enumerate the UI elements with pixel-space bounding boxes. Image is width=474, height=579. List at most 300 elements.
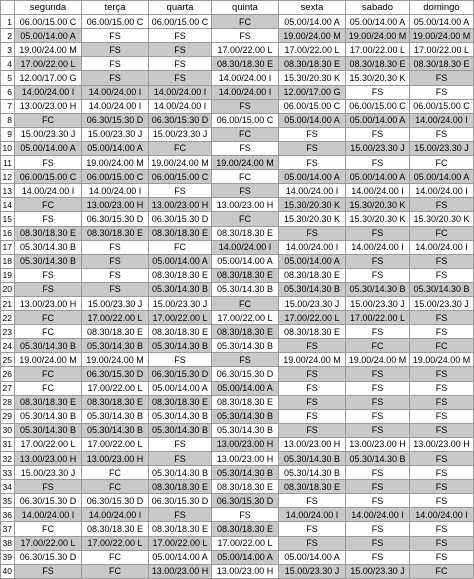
- schedule-cell[interactable]: 05.00/14.00 A: [149, 550, 212, 564]
- schedule-cell[interactable]: 15.00/23.30 J: [279, 564, 346, 578]
- schedule-cell[interactable]: 06.30/15.30 D: [15, 494, 82, 508]
- schedule-cell[interactable]: 15.00/23.30 J: [346, 296, 410, 310]
- schedule-cell[interactable]: 06.30/15.30 D: [149, 212, 212, 226]
- schedule-cell[interactable]: FC: [15, 311, 82, 325]
- schedule-cell[interactable]: FS: [279, 536, 346, 550]
- schedule-cell[interactable]: FS: [410, 409, 474, 423]
- schedule-cell[interactable]: 14.00/24.00 I: [15, 85, 82, 99]
- schedule-cell[interactable]: FC: [149, 240, 212, 254]
- schedule-cell[interactable]: 08.30/18.30 E: [212, 57, 279, 71]
- schedule-cell[interactable]: 14.00/24.00 I: [149, 85, 212, 99]
- schedule-cell[interactable]: FC: [410, 339, 474, 353]
- schedule-cell[interactable]: 14.00/24.00 I: [346, 240, 410, 254]
- schedule-cell[interactable]: 15.00/23.30 J: [82, 296, 149, 310]
- schedule-cell[interactable]: 15.30/20.30 K: [279, 71, 346, 85]
- schedule-cell[interactable]: 14.00/24.00 I: [410, 184, 474, 198]
- schedule-cell[interactable]: 19.00/24.00 M: [279, 353, 346, 367]
- schedule-cell[interactable]: FC: [82, 564, 149, 578]
- schedule-cell[interactable]: 17.00/22.00 L: [279, 311, 346, 325]
- schedule-cell[interactable]: 05.30/14.30 B: [212, 423, 279, 437]
- schedule-cell[interactable]: 06.30/15.30 D: [15, 550, 82, 564]
- schedule-cell[interactable]: 08.30/18.30 E: [149, 268, 212, 282]
- schedule-cell[interactable]: FS: [149, 452, 212, 466]
- schedule-cell[interactable]: 14.00/24.00 I: [279, 240, 346, 254]
- schedule-cell[interactable]: 15.00/23.30 J: [279, 296, 346, 310]
- schedule-cell[interactable]: FS: [279, 494, 346, 508]
- schedule-cell[interactable]: 05.30/14.30 B: [279, 282, 346, 296]
- schedule-cell[interactable]: 08.30/18.30 E: [82, 226, 149, 240]
- schedule-cell[interactable]: 05.00/14.00 A: [15, 141, 82, 155]
- schedule-cell[interactable]: FS: [346, 381, 410, 395]
- schedule-cell[interactable]: 19.00/24.00 M: [212, 156, 279, 170]
- schedule-cell[interactable]: 08.30/18.30 E: [279, 480, 346, 494]
- column-header-terca[interactable]: terça: [82, 1, 149, 15]
- schedule-cell[interactable]: 06.00/15.00 C: [279, 99, 346, 113]
- schedule-cell[interactable]: 19.00/24.00 M: [149, 156, 212, 170]
- schedule-cell[interactable]: FS: [15, 564, 82, 578]
- schedule-cell[interactable]: 17.00/22.00 L: [410, 43, 474, 57]
- schedule-cell[interactable]: FS: [410, 381, 474, 395]
- schedule-cell[interactable]: FS: [149, 508, 212, 522]
- schedule-cell[interactable]: FS: [212, 508, 279, 522]
- schedule-cell[interactable]: FS: [279, 395, 346, 409]
- schedule-cell[interactable]: 06.30/15.30 D: [212, 367, 279, 381]
- schedule-cell[interactable]: FC: [15, 522, 82, 536]
- schedule-cell[interactable]: 14.00/24.00 I: [346, 184, 410, 198]
- schedule-cell[interactable]: 05.00/14.00 A: [149, 254, 212, 268]
- schedule-cell[interactable]: FC: [410, 564, 474, 578]
- schedule-cell[interactable]: 06.00/15.00 C: [149, 170, 212, 184]
- schedule-cell[interactable]: 17.00/22.00 L: [82, 536, 149, 550]
- schedule-cell[interactable]: 15.00/23.30 J: [346, 564, 410, 578]
- schedule-cell[interactable]: 06.00/15.00 C: [15, 170, 82, 184]
- schedule-cell[interactable]: FS: [346, 423, 410, 437]
- schedule-cell[interactable]: FC: [15, 381, 82, 395]
- table-row: [1, 15, 474, 29]
- table-row: [1, 437, 474, 451]
- schedule-cell[interactable]: FS: [410, 423, 474, 437]
- schedule-cell[interactable]: FS: [82, 57, 149, 71]
- schedule-cell[interactable]: 08.30/18.30 E: [279, 57, 346, 71]
- schedule-cell[interactable]: 15.00/23.30 J: [410, 296, 474, 310]
- schedule-cell[interactable]: 05.30/14.30 B: [279, 452, 346, 466]
- table-row: [1, 71, 474, 85]
- schedule-cell[interactable]: FS: [15, 282, 82, 296]
- schedule-cell[interactable]: FC: [212, 296, 279, 310]
- schedule-cell[interactable]: 08.30/18.30 E: [82, 522, 149, 536]
- schedule-cell[interactable]: 05.00/14.00 A: [212, 550, 279, 564]
- schedule-cell[interactable]: 19.00/24.00 M: [346, 29, 410, 43]
- schedule-cell[interactable]: 14.00/24.00 I: [346, 508, 410, 522]
- schedule-cell[interactable]: FS: [410, 550, 474, 564]
- table-row: [1, 170, 474, 184]
- column-header-quarta[interactable]: quarta: [149, 1, 212, 15]
- schedule-cell[interactable]: 17.00/22.00 L: [346, 43, 410, 57]
- schedule-cell[interactable]: 08.30/18.30 E: [15, 226, 82, 240]
- schedule-cell[interactable]: FS: [82, 71, 149, 85]
- schedule-cell[interactable]: FS: [346, 85, 410, 99]
- schedule-cell[interactable]: FS: [410, 522, 474, 536]
- column-header-segunda[interactable]: segunda: [15, 1, 82, 15]
- schedule-cell[interactable]: 14.00/24.00 I: [410, 508, 474, 522]
- schedule-cell[interactable]: FS: [149, 437, 212, 451]
- schedule-cell[interactable]: FS: [212, 29, 279, 43]
- schedule-cell[interactable]: 12.00/17.00 G: [279, 85, 346, 99]
- schedule-cell[interactable]: FS: [149, 184, 212, 198]
- schedule-cell[interactable]: FS: [410, 452, 474, 466]
- schedule-cell[interactable]: 08.30/18.30 E: [212, 522, 279, 536]
- schedule-cell[interactable]: 14.00/24.00 I: [279, 184, 346, 198]
- schedule-cell[interactable]: FC: [410, 156, 474, 170]
- schedule-cell[interactable]: 06.00/15.00 C: [149, 15, 212, 29]
- schedule-cell[interactable]: 13.00/23.00 H: [15, 452, 82, 466]
- schedule-cell[interactable]: 05.30/14.30 B: [15, 409, 82, 423]
- schedule-cell[interactable]: 15.00/23.30 J: [15, 127, 82, 141]
- schedule-cell[interactable]: 06.00/15.00 C: [346, 99, 410, 113]
- schedule-cell[interactable]: 13.00/23.00 H: [212, 198, 279, 212]
- schedule-cell[interactable]: 13.00/23.00 H: [15, 99, 82, 113]
- schedule-cell[interactable]: FS: [15, 212, 82, 226]
- schedule-cell[interactable]: FS: [410, 325, 474, 339]
- schedule-cell[interactable]: 08.30/18.30 E: [212, 480, 279, 494]
- schedule-cell[interactable]: 08.30/18.30 E: [149, 480, 212, 494]
- schedule-cell[interactable]: FS: [82, 268, 149, 282]
- schedule-cell[interactable]: 15.00/23.30 J: [346, 141, 410, 155]
- schedule-cell[interactable]: FS: [82, 254, 149, 268]
- schedule-cell[interactable]: FC: [15, 367, 82, 381]
- schedule-cell[interactable]: 05.00/14.00 A: [212, 381, 279, 395]
- table-row: [1, 353, 474, 367]
- schedule-cell[interactable]: 08.30/18.30 E: [346, 57, 410, 71]
- schedule-cell[interactable]: 05.30/14.30 B: [346, 282, 410, 296]
- schedule-cell[interactable]: 17.00/22.00 L: [15, 57, 82, 71]
- schedule-cell[interactable]: FS: [149, 71, 212, 85]
- schedule-cell[interactable]: FS: [15, 268, 82, 282]
- schedule-cell[interactable]: FS: [346, 254, 410, 268]
- schedule-cell[interactable]: FS: [212, 141, 279, 155]
- schedule-cell[interactable]: FS: [279, 156, 346, 170]
- column-header-sabado[interactable]: sabado: [346, 1, 410, 15]
- schedule-cell[interactable]: FS: [410, 367, 474, 381]
- schedule-cell[interactable]: 05.30/14.30 B: [15, 423, 82, 437]
- schedule-cell[interactable]: 17.00/22.00 L: [82, 437, 149, 451]
- schedule-cell[interactable]: 05.30/14.30 B: [212, 282, 279, 296]
- schedule-cell[interactable]: FS: [279, 141, 346, 155]
- schedule-cell[interactable]: FS: [346, 550, 410, 564]
- schedule-cell[interactable]: 13.00/23.00 H: [82, 452, 149, 466]
- schedule-cell[interactable]: 17.00/22.00 L: [149, 311, 212, 325]
- schedule-cell[interactable]: 14.00/24.00 I: [410, 240, 474, 254]
- schedule-cell[interactable]: FS: [149, 43, 212, 57]
- schedule-cell[interactable]: 13.00/23.00 H: [15, 296, 82, 310]
- schedule-cell[interactable]: 08.30/18.30 E: [410, 57, 474, 71]
- schedule-cell[interactable]: 17.00/22.00 L: [82, 381, 149, 395]
- schedule-cell[interactable]: 19.00/24.00 M: [410, 29, 474, 43]
- schedule-cell[interactable]: FS: [410, 536, 474, 550]
- schedule-cell[interactable]: 05.00/14.00 A: [346, 113, 410, 127]
- schedule-cell[interactable]: FS: [149, 29, 212, 43]
- schedule-cell[interactable]: 17.00/22.00 L: [212, 311, 279, 325]
- schedule-cell[interactable]: FC: [346, 339, 410, 353]
- schedule-cell[interactable]: 06.30/15.30 D: [149, 367, 212, 381]
- schedule-cell[interactable]: 15.30/20.30 K: [279, 212, 346, 226]
- schedule-cell[interactable]: 14.00/24.00 I: [149, 99, 212, 113]
- column-header-sexta[interactable]: sexta: [279, 1, 346, 15]
- schedule-cell[interactable]: 05.30/14.30 B: [15, 339, 82, 353]
- schedule-cell[interactable]: 19.00/24.00 M: [346, 353, 410, 367]
- schedule-cell[interactable]: FS: [410, 395, 474, 409]
- schedule-cell[interactable]: 05.30/14.30 B: [149, 423, 212, 437]
- schedule-cell[interactable]: 14.00/24.00 I: [82, 184, 149, 198]
- schedule-cell[interactable]: 17.00/22.00 L: [212, 536, 279, 550]
- schedule-cell[interactable]: 05.30/14.30 B: [82, 423, 149, 437]
- schedule-cell[interactable]: 17.00/22.00 L: [279, 43, 346, 57]
- schedule-cell[interactable]: 05.30/14.30 B: [212, 466, 279, 480]
- schedule-cell[interactable]: 13.00/23.00 H: [212, 437, 279, 451]
- schedule-cell[interactable]: 05.30/14.30 B: [149, 339, 212, 353]
- schedule-cell[interactable]: 05.00/14.00 A: [279, 550, 346, 564]
- schedule-cell[interactable]: 14.00/24.00 I: [82, 508, 149, 522]
- schedule-cell[interactable]: 19.00/24.00 M: [15, 353, 82, 367]
- schedule-cell[interactable]: 05.00/14.00 A: [149, 381, 212, 395]
- schedule-cell[interactable]: FS: [410, 71, 474, 85]
- schedule-cell[interactable]: 05.30/14.30 B: [82, 339, 149, 353]
- schedule-cell[interactable]: 14.00/24.00 I: [279, 508, 346, 522]
- schedule-cell[interactable]: FS: [410, 311, 474, 325]
- schedule-cell[interactable]: 05.00/14.00 A: [346, 15, 410, 29]
- row-number: 1: [1, 15, 15, 29]
- schedule-cell[interactable]: 08.30/18.30 E: [212, 268, 279, 282]
- schedule-cell[interactable]: FC: [410, 226, 474, 240]
- schedule-cell[interactable]: 08.30/18.30 E: [212, 325, 279, 339]
- schedule-cell[interactable]: 15.30/20.30 K: [279, 198, 346, 212]
- row-number: 25: [1, 353, 15, 367]
- table-row: [1, 226, 474, 240]
- schedule-cell[interactable]: 08.30/18.30 E: [149, 226, 212, 240]
- schedule-cell[interactable]: FC: [212, 15, 279, 29]
- schedule-cell[interactable]: FS: [410, 494, 474, 508]
- schedule-cell[interactable]: 05.00/14.00 A: [346, 170, 410, 184]
- schedule-cell[interactable]: 13.00/23.00 H: [346, 437, 410, 451]
- schedule-cell[interactable]: 05.30/14.30 B: [279, 466, 346, 480]
- schedule-cell[interactable]: FS: [346, 409, 410, 423]
- schedule-cell[interactable]: 08.30/18.30 E: [212, 395, 279, 409]
- schedule-cell[interactable]: FS: [279, 409, 346, 423]
- schedule-cell[interactable]: 08.30/18.30 E: [82, 325, 149, 339]
- schedule-cell[interactable]: FS: [346, 494, 410, 508]
- schedule-cell[interactable]: FS: [410, 480, 474, 494]
- schedule-cell[interactable]: 05.00/14.00 A: [82, 141, 149, 155]
- table-row: [1, 184, 474, 198]
- schedule-cell[interactable]: FS: [82, 43, 149, 57]
- schedule-cell[interactable]: FS: [82, 282, 149, 296]
- schedule-cell[interactable]: 08.30/18.30 E: [279, 268, 346, 282]
- schedule-cell[interactable]: 13.00/23.00 H: [410, 437, 474, 451]
- schedule-cell[interactable]: 08.30/18.30 E: [15, 395, 82, 409]
- schedule-cell[interactable]: 17.00/22.00 L: [15, 437, 82, 451]
- schedule-cell[interactable]: FS: [279, 381, 346, 395]
- schedule-cell[interactable]: FS: [346, 367, 410, 381]
- schedule-cell[interactable]: 15.00/23.30 J: [15, 466, 82, 480]
- schedule-cell[interactable]: 14.00/24.00 I: [212, 240, 279, 254]
- schedule-cell[interactable]: 15.00/23.30 J: [410, 141, 474, 155]
- schedule-cell[interactable]: FS: [149, 353, 212, 367]
- schedule-cell[interactable]: 08.30/18.30 E: [149, 325, 212, 339]
- schedule-cell[interactable]: 06.30/15.30 D: [82, 113, 149, 127]
- schedule-cell[interactable]: FC: [82, 550, 149, 564]
- schedule-cell[interactable]: FS: [410, 85, 474, 99]
- schedule-cell[interactable]: FC: [82, 480, 149, 494]
- schedule-cell[interactable]: 05.30/14.30 B: [346, 452, 410, 466]
- schedule-cell[interactable]: FS: [346, 480, 410, 494]
- schedule-cell[interactable]: 05.00/14.00 A: [212, 254, 279, 268]
- schedule-cell[interactable]: 14.00/24.00 I: [15, 184, 82, 198]
- schedule-cell[interactable]: 05.30/14.30 B: [149, 409, 212, 423]
- schedule-cell[interactable]: FC: [82, 466, 149, 480]
- schedule-cell[interactable]: FS: [410, 127, 474, 141]
- schedule-cell[interactable]: 06.30/15.30 D: [82, 212, 149, 226]
- schedule-cell[interactable]: FC: [212, 212, 279, 226]
- schedule-cell[interactable]: 05.00/14.00 A: [15, 29, 82, 43]
- schedule-cell[interactable]: 05.00/14.00 A: [279, 254, 346, 268]
- schedule-cell[interactable]: FC: [15, 325, 82, 339]
- schedule-cell[interactable]: FS: [346, 226, 410, 240]
- schedule-cell[interactable]: 05.00/14.00 A: [279, 170, 346, 184]
- schedule-cell[interactable]: 05.30/14.30 B: [149, 282, 212, 296]
- schedule-cell[interactable]: 14.00/24.00 I: [410, 113, 474, 127]
- schedule-cell[interactable]: 13.00/23.00 H: [212, 452, 279, 466]
- schedule-cell[interactable]: 05.30/14.30 B: [212, 409, 279, 423]
- schedule-cell[interactable]: FS: [410, 268, 474, 282]
- schedule-cell[interactable]: 13.00/23.00 H: [149, 198, 212, 212]
- schedule-cell[interactable]: 13.00/23.00 H: [82, 198, 149, 212]
- schedule-cell[interactable]: 05.30/14.30 B: [212, 339, 279, 353]
- schedule-cell[interactable]: 08.30/18.30 E: [82, 395, 149, 409]
- schedule-cell[interactable]: FS: [149, 57, 212, 71]
- schedule-cell[interactable]: FC: [212, 127, 279, 141]
- schedule-cell[interactable]: FS: [279, 127, 346, 141]
- schedule-cell[interactable]: FS: [346, 522, 410, 536]
- schedule-cell[interactable]: 06.00/15.00 C: [82, 15, 149, 29]
- schedule-cell[interactable]: FS: [212, 99, 279, 113]
- column-header-quinta[interactable]: quinta: [212, 1, 279, 15]
- schedule-cell[interactable]: 06.30/15.30 D: [149, 494, 212, 508]
- schedule-cell[interactable]: 14.00/24.00 I: [82, 99, 149, 113]
- schedule-cell[interactable]: FS: [279, 367, 346, 381]
- schedule-cell[interactable]: 17.00/22.00 L: [212, 43, 279, 57]
- table-row: [1, 156, 474, 170]
- schedule-cell[interactable]: 19.00/24.00 M: [15, 43, 82, 57]
- schedule-cell[interactable]: 19.00/24.00 M: [82, 156, 149, 170]
- schedule-cell[interactable]: FS: [279, 339, 346, 353]
- schedule-cell[interactable]: 13.00/23.00 H: [149, 564, 212, 578]
- schedule-cell[interactable]: 15.00/23.30 J: [149, 296, 212, 310]
- schedule-cell[interactable]: FS: [346, 156, 410, 170]
- schedule-cell[interactable]: 17.00/22.00 L: [149, 536, 212, 550]
- schedule-cell[interactable]: 12.00/17.00 G: [15, 71, 82, 85]
- schedule-cell[interactable]: 14.00/24.00 I: [82, 85, 149, 99]
- schedule-cell[interactable]: FS: [279, 522, 346, 536]
- schedule-cell[interactable]: 17.00/22.00 L: [82, 311, 149, 325]
- row-number: 31: [1, 437, 15, 451]
- schedule-cell[interactable]: 05.00/14.00 A: [410, 15, 474, 29]
- schedule-cell[interactable]: 05.30/14.30 B: [82, 409, 149, 423]
- schedule-cell[interactable]: 15.30/20.30 K: [346, 212, 410, 226]
- schedule-cell[interactable]: FS: [279, 423, 346, 437]
- schedule-cell[interactable]: 13.00/23.00 H: [279, 437, 346, 451]
- table-row: [1, 57, 474, 71]
- schedule-cell[interactable]: 19.00/24.00 M: [410, 353, 474, 367]
- schedule-cell[interactable]: 06.30/15.30 D: [212, 494, 279, 508]
- schedule-cell[interactable]: 05.00/14.00 A: [279, 15, 346, 29]
- schedule-cell[interactable]: 08.30/18.30 E: [149, 522, 212, 536]
- schedule-cell[interactable]: 06.30/15.30 D: [149, 113, 212, 127]
- schedule-cell[interactable]: FS: [346, 268, 410, 282]
- schedule-cell[interactable]: 06.30/15.30 D: [82, 367, 149, 381]
- schedule-cell[interactable]: FC: [15, 198, 82, 212]
- table-row: [1, 381, 474, 395]
- schedule-cell[interactable]: FS: [410, 198, 474, 212]
- schedule-cell[interactable]: 05.30/14.30 B: [15, 254, 82, 268]
- schedule-cell[interactable]: 14.00/24.00 I: [212, 71, 279, 85]
- schedule-cell[interactable]: 15.00/23.30 J: [82, 127, 149, 141]
- schedule-cell[interactable]: FC: [212, 170, 279, 184]
- schedule-cell[interactable]: 15.00/23.30 J: [149, 127, 212, 141]
- schedule-cell[interactable]: FS: [82, 29, 149, 43]
- schedule-cell[interactable]: FS: [346, 395, 410, 409]
- schedule-cell[interactable]: FS: [346, 325, 410, 339]
- schedule-cell[interactable]: FS: [346, 536, 410, 550]
- schedule-cell[interactable]: FS: [410, 254, 474, 268]
- schedule-cell[interactable]: FS: [279, 226, 346, 240]
- schedule-cell[interactable]: 05.30/14.30 B: [15, 240, 82, 254]
- schedule-cell[interactable]: FS: [212, 353, 279, 367]
- schedule-cell[interactable]: FS: [346, 127, 410, 141]
- schedule-cell[interactable]: 19.00/24.00 M: [82, 353, 149, 367]
- schedule-cell[interactable]: 14.00/24.00 I: [15, 508, 82, 522]
- schedule-cell[interactable]: 19.00/24.00 M: [279, 29, 346, 43]
- schedule-cell[interactable]: 13.00/23.00 H: [212, 564, 279, 578]
- schedule-cell[interactable]: 06.00/15.00 C: [410, 99, 474, 113]
- schedule-cell[interactable]: 05.00/14.00 A: [279, 113, 346, 127]
- schedule-cell[interactable]: 06.00/15.00 C: [82, 170, 149, 184]
- schedule-cell[interactable]: 08.30/18.30 E: [279, 325, 346, 339]
- schedule-cell[interactable]: 05.30/14.30 B: [410, 282, 474, 296]
- schedule-cell[interactable]: 06.00/15.00 C: [15, 15, 82, 29]
- schedule-cell[interactable]: 17.00/22.00 L: [15, 536, 82, 550]
- schedule-cell[interactable]: FC: [15, 113, 82, 127]
- schedule-cell[interactable]: FS: [15, 156, 82, 170]
- column-header-domingo[interactable]: domingo: [410, 1, 474, 15]
- schedule-cell[interactable]: 05.30/14.30 B: [149, 466, 212, 480]
- schedule-cell[interactable]: 15.30/20.30 K: [346, 71, 410, 85]
- schedule-cell[interactable]: FS: [346, 466, 410, 480]
- schedule-cell[interactable]: FS: [15, 480, 82, 494]
- schedule-cell[interactable]: 14.00/24.00 I: [212, 85, 279, 99]
- schedule-cell[interactable]: FS: [212, 184, 279, 198]
- schedule-cell[interactable]: 17.00/22.00 L: [346, 311, 410, 325]
- schedule-cell[interactable]: 05.00/14.00 A: [410, 170, 474, 184]
- schedule-cell[interactable]: 08.30/18.30 E: [149, 395, 212, 409]
- schedule-cell[interactable]: FS: [82, 240, 149, 254]
- schedule-cell[interactable]: 06.00/15.00 C: [212, 113, 279, 127]
- schedule-cell[interactable]: 06.30/15.30 D: [82, 494, 149, 508]
- schedule-cell[interactable]: 08.30/18.30 E: [212, 226, 279, 240]
- schedule-cell[interactable]: FS: [410, 466, 474, 480]
- schedule-cell[interactable]: FC: [149, 141, 212, 155]
- schedule-cell[interactable]: 15.30/20.30 K: [346, 198, 410, 212]
- schedule-cell[interactable]: 15.30/20.30 K: [410, 212, 474, 226]
